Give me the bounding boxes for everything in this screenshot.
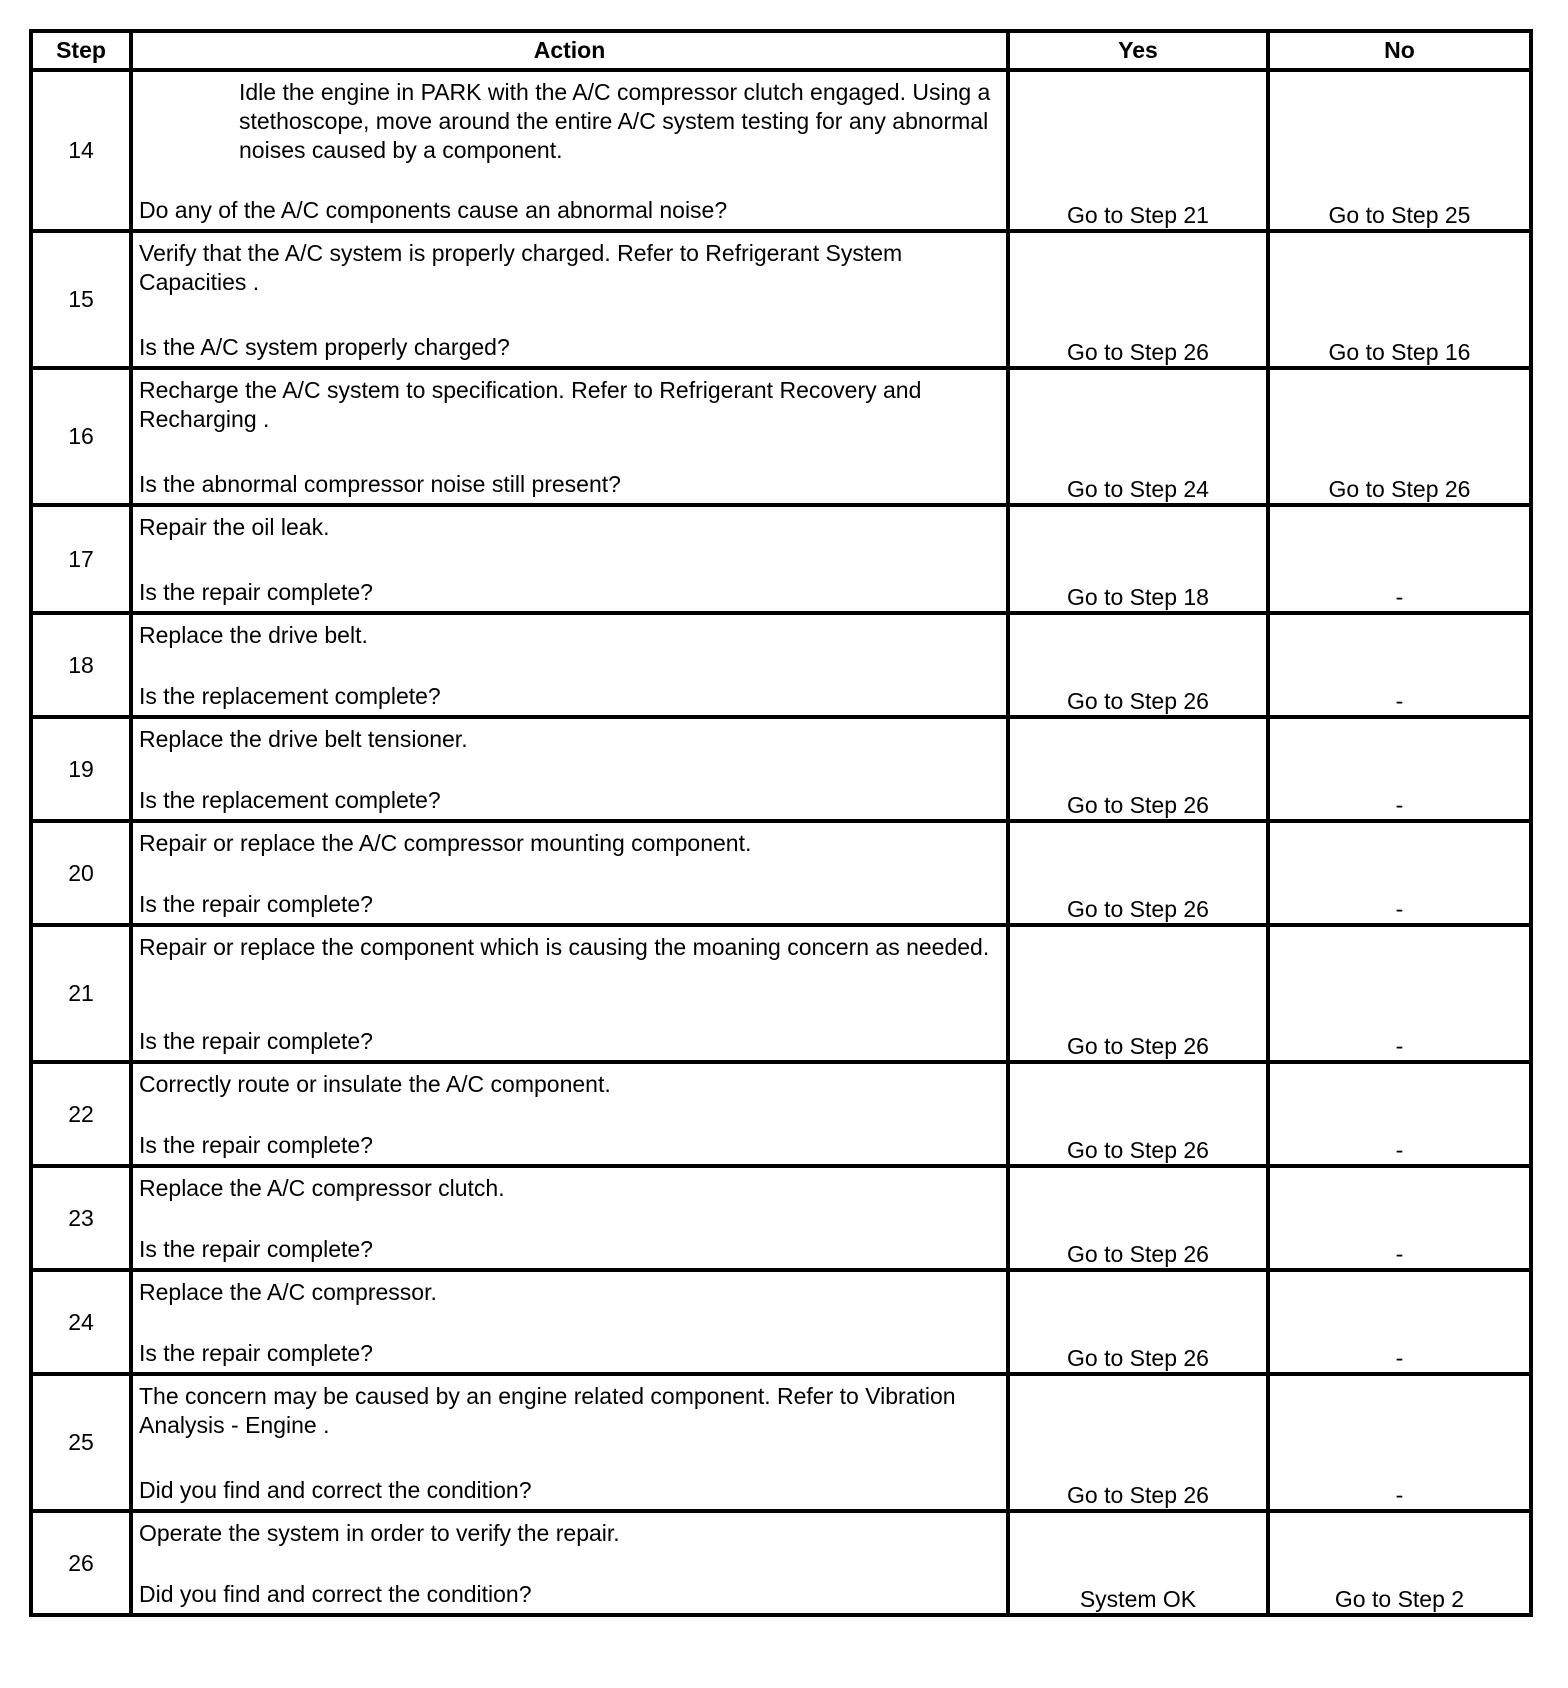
action-cell	[131, 231, 1008, 368]
yes-result: Go to Step 26	[1008, 717, 1268, 821]
no-result: -	[1268, 925, 1531, 1062]
action-instruction: Correctly route or insulate the A/C component.	[139, 1071, 611, 1097]
action-cell	[131, 613, 1008, 717]
table-row	[31, 925, 1531, 1062]
yes-result: Go to Step 26	[1008, 231, 1268, 368]
action-question: Is the repair complete?	[139, 1236, 373, 1262]
action-question: Is the repair complete?	[139, 1340, 373, 1366]
step-number: 21	[31, 925, 131, 1062]
step-number: 18	[31, 613, 131, 717]
table-row	[31, 70, 1531, 231]
action-cell	[131, 925, 1008, 1062]
table-row	[31, 821, 1531, 925]
action-question: Did you find and correct the condition?	[139, 1581, 532, 1607]
yes-result: Go to Step 26	[1008, 1270, 1268, 1374]
step-number: 24	[31, 1270, 131, 1374]
yes-result: System OK	[1008, 1511, 1268, 1615]
action-cell	[131, 1166, 1008, 1270]
header-action: Action	[131, 31, 1008, 70]
action-cell	[131, 1374, 1008, 1511]
header-no: No	[1268, 31, 1531, 70]
yes-result: Go to Step 26	[1008, 1374, 1268, 1511]
no-result: -	[1268, 1166, 1531, 1270]
diagnostic-table	[29, 29, 1533, 1617]
yes-result: Go to Step 21	[1008, 70, 1268, 231]
action-question: Is the repair complete?	[139, 1132, 373, 1158]
diagnostic-table-container	[29, 29, 1533, 1617]
yes-result: Go to Step 26	[1008, 925, 1268, 1062]
no-result: -	[1268, 1374, 1531, 1511]
action-instruction: Repair the oil leak.	[139, 514, 330, 540]
action-question: Is the repair complete?	[139, 1028, 373, 1054]
no-result: Go to Step 16	[1268, 231, 1531, 368]
table-row	[31, 1374, 1531, 1511]
action-cell	[131, 368, 1008, 505]
table-row	[31, 368, 1531, 505]
action-instruction: Idle the engine in PARK with the A/C compressor clutch engaged. Using a stethoscope, move around the entire A/C system testing for any abnormal noises caused by a component.	[239, 79, 991, 163]
table-row	[31, 1062, 1531, 1166]
table-row	[31, 1511, 1531, 1615]
action-instruction: Recharge the A/C system to specification. Refer to Refrigerant Recovery and Recharging .	[139, 377, 922, 432]
action-instruction: Replace the drive belt.	[139, 622, 368, 648]
yes-result: Go to Step 26	[1008, 821, 1268, 925]
yes-result: Go to Step 26	[1008, 1062, 1268, 1166]
table-row	[31, 717, 1531, 821]
table-row	[31, 1270, 1531, 1374]
step-number: 20	[31, 821, 131, 925]
step-number: 19	[31, 717, 131, 821]
action-cell	[131, 505, 1008, 613]
action-cell	[131, 1511, 1008, 1615]
no-result: Go to Step 2	[1268, 1511, 1531, 1615]
step-number: 16	[31, 368, 131, 505]
action-question: Do any of the A/C components cause an abnormal noise?	[139, 197, 728, 223]
table-row	[31, 613, 1531, 717]
step-number: 22	[31, 1062, 131, 1166]
step-number: 14	[31, 70, 131, 231]
action-cell	[131, 1270, 1008, 1374]
yes-result: Go to Step 24	[1008, 368, 1268, 505]
step-number: 23	[31, 1166, 131, 1270]
no-result: -	[1268, 1270, 1531, 1374]
action-instruction: Repair or replace the component which is causing the moaning concern as needed.	[139, 934, 990, 960]
no-result: -	[1268, 821, 1531, 925]
yes-result: Go to Step 26	[1008, 1166, 1268, 1270]
table-row	[31, 505, 1531, 613]
table-header-row	[31, 31, 1531, 70]
action-question: Is the replacement complete?	[139, 683, 441, 709]
header-yes: Yes	[1008, 31, 1268, 70]
step-number: 26	[31, 1511, 131, 1615]
action-instruction: The concern may be caused by an engine related component. Refer to Vibration Analysis - Engine .	[139, 1383, 956, 1438]
action-question: Is the replacement complete?	[139, 787, 441, 813]
action-cell	[131, 70, 1008, 231]
action-instruction: Replace the A/C compressor clutch.	[139, 1175, 505, 1201]
action-cell	[131, 821, 1008, 925]
no-result: -	[1268, 1062, 1531, 1166]
header-step: Step	[31, 31, 131, 70]
action-instruction: Replace the A/C compressor.	[139, 1279, 437, 1305]
action-question: Is the repair complete?	[139, 891, 373, 917]
step-number: 17	[31, 505, 131, 613]
step-number: 15	[31, 231, 131, 368]
step-number: 25	[31, 1374, 131, 1511]
table-row	[31, 1166, 1531, 1270]
action-instruction: Verify that the A/C system is properly charged. Refer to Refrigerant System Capacities .	[139, 240, 903, 295]
no-result: -	[1268, 613, 1531, 717]
no-result: -	[1268, 505, 1531, 613]
no-result: Go to Step 25	[1268, 70, 1531, 231]
action-instruction: Replace the drive belt tensioner.	[139, 726, 468, 752]
action-question: Is the A/C system properly charged?	[139, 334, 510, 360]
no-result: -	[1268, 717, 1531, 821]
action-question: Is the abnormal compressor noise still present?	[139, 471, 621, 497]
table-row	[31, 231, 1531, 368]
yes-result: Go to Step 18	[1008, 505, 1268, 613]
action-cell	[131, 1062, 1008, 1166]
yes-result: Go to Step 26	[1008, 613, 1268, 717]
action-question: Is the repair complete?	[139, 579, 373, 605]
no-result: Go to Step 26	[1268, 368, 1531, 505]
action-instruction: Repair or replace the A/C compressor mounting component.	[139, 830, 752, 856]
action-instruction: Operate the system in order to verify the repair.	[139, 1520, 620, 1546]
action-question: Did you find and correct the condition?	[139, 1477, 532, 1503]
action-cell	[131, 717, 1008, 821]
